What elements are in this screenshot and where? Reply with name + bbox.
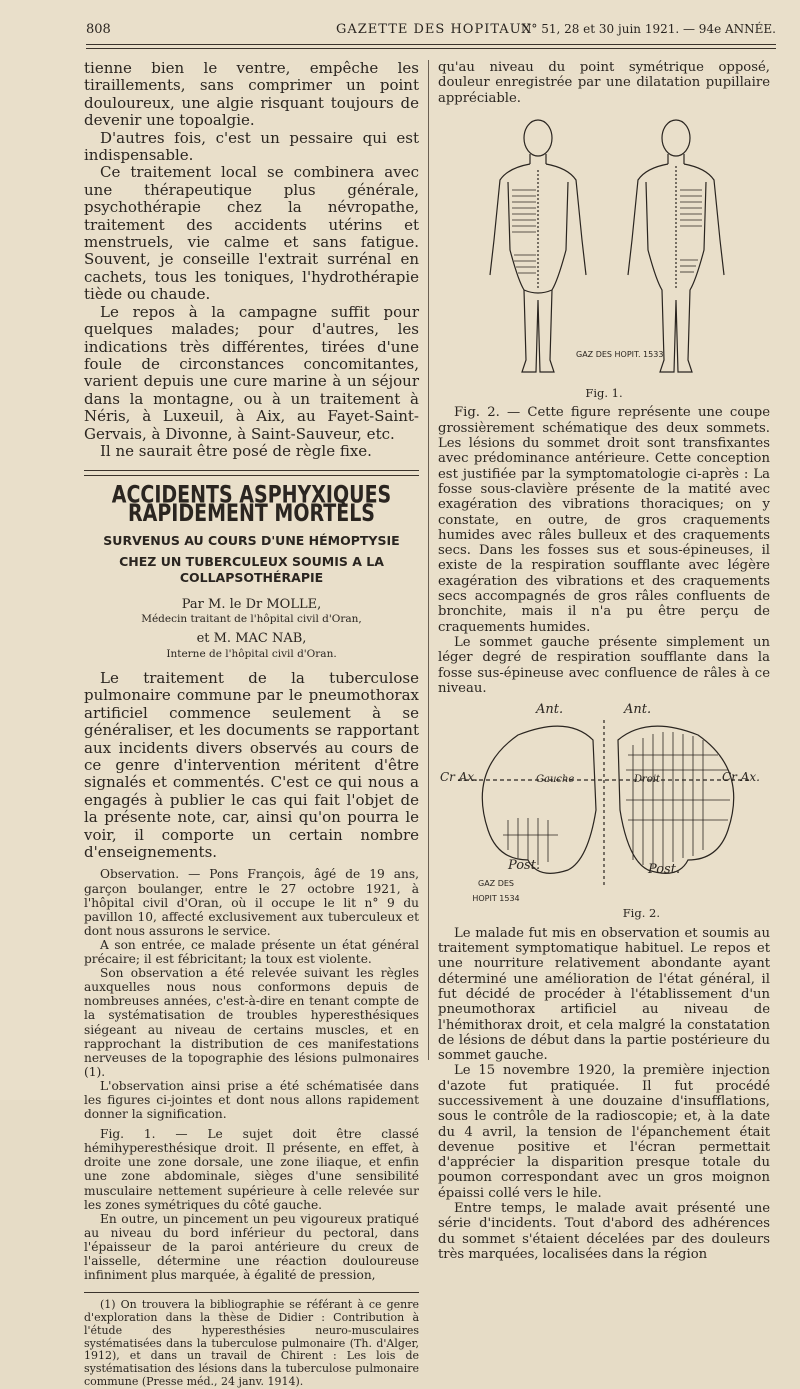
journal-title: GAZETTE DES HOPITAUX: [336, 22, 532, 37]
figure-label: Fig. 1.: [585, 386, 623, 401]
paragraph: Il ne saurait être posé de règle fixe.: [100, 441, 372, 460]
paragraph: qu'au niveau du point symétrique opposé, douleur enregistrée par une dilatation pupillaire appréciable.: [438, 60, 770, 106]
paragraph: A son entrée, ce malade présente un état général précaire; il est fébricitant; la toux est violente.: [84, 937, 419, 967]
paragraph: Le sommet gauche présente simplement un léger degré de respiration soufflante dans la fosse sus-épineuse avec confluence de râles à ce niveau.: [438, 634, 770, 696]
paragraph: Entre temps, le malade avait présenté une série d'incidents. Tout d'abord des adhérences du sommet s'étaient décelées par des douleurs très marquées, localisées dans la région: [438, 1201, 770, 1262]
paragraph: Le traitement de la tuberculose pulmonaire commune par le pneumothorax artificiel commence seulement à se généraliser, et les documents se rapportant aux incidents divers observés au cours de ce genre d'intervention méritent d'être signalés et commentés. C'est ce qui nous a engagés à publier le cas qui fait l'objet de la présente note, car, ainsi qu'on pourra le voir, il comporte un certain nombre d'enseignements.: [84, 669, 419, 862]
label-ant-right: Ant.: [624, 702, 652, 718]
label-ant-left: Ant.: [536, 702, 564, 718]
figure-credit: GAZ DES HOPIT 1534: [472, 879, 520, 904]
paragraph: Le 15 novembre 1920, la première injection d'azote fut pratiquée. Il fut procédé successivement à une douzaine d'insufflations, sous le contrôle de la radioscopie; et, à la date du 4 avril, la tension de l'épanchement était devenue positive et l'écran permettait d'apprécier la disparition presque totale du poumon correspondant avec un gros moignon épaissi collé vers le hile.: [438, 1063, 770, 1201]
article-title: ACCIDENTS ASPHYXIQUES RAPIDEMENT MORTELS: [111, 481, 392, 529]
figure-1: [438, 110, 770, 402]
label-gauche: Gauche: [536, 774, 575, 786]
paragraph: Fig. 1. — Le sujet doit être classé hémihyperesthésique droit. Il présente, en effet, à droite une zone dorsale, une zone iliaque, et enfin une zone abdominale, sièges d'une sensibilité musculaire nettement supérieure à celle relevée sur les zones symétriques du côté gauche.: [84, 1127, 419, 1212]
author: Par M. le Dr MOLLE,: [181, 596, 322, 612]
footnote-rule: [84, 1292, 419, 1293]
author: et M. MAC NAB,: [196, 631, 307, 647]
lung-apex-diagram: [438, 700, 770, 900]
left-column: [84, 60, 419, 1389]
issue-info: N° 51, 28 et 30 juin 1921. — 94e ANNÉE.: [520, 22, 776, 36]
paragraph: L'observation ainsi prise a été schématisée dans les figures ci-jointes et dont nous allons rapidement donner la signification.: [84, 1078, 419, 1122]
paragraph: En outre, un pincement un peu vigoureux pratiqué au niveau du bord inférieur du pectoral, dans l'épaisseur de la paroi antérieure du creux de l'aisselle, détermine une réaction douloureuse infiniment plus marquée, à égalité de pression,: [84, 1211, 419, 1283]
figure-label: Fig. 2.: [622, 906, 660, 921]
label-cr-ax-right: Cr Ax.: [722, 770, 760, 785]
page-number: 808: [86, 22, 111, 37]
label-post-right: Post.: [648, 862, 681, 878]
body-diagram: [438, 110, 770, 380]
footnote: (1) On trouvera la bibliographie se référant à ce genre d'exploration dans la thèse de Didier : Contribution à l'étude des hyperesthésies neuro-musculaires systématisées dans la tuberculose pulmonaire (Th. d'Alger, 1912), et dans un travail de Chirent : Les lois de systématisation des lésions dans la tuberculose pulmonaire commune (Presse méd., 24 janv. 1914).: [84, 1298, 419, 1388]
affiliation: Médecin traitant de l'hôpital civil d'Oran,: [141, 613, 362, 626]
paragraph: Son observation a été relevée suivant les règles auxquelles nous nous conformons depuis de nombreuses années, c'est-à-dire en tenant compte de la systématisation de troubles hyperesthésiques siégeant au niveau de certains muscles, et en rapprochant la distribution de ces manifestations nerveuses de la topographie des lésions pulmonaires (1).: [84, 966, 419, 1079]
running-header: [86, 20, 776, 42]
right-column: [438, 60, 770, 1262]
article-subtitle: SURVENUS AU COURS D'UNE HÉMOPTYSIE: [103, 532, 400, 548]
paragraph: tienne bien le ventre, empêche les tiraillements, sans comprimer un point douloureux, une algie risquant toujours de devenir une topoalgie.: [84, 59, 419, 130]
figure-credit: GAZ DES HOPIT. 1533: [576, 349, 664, 359]
column-divider: [428, 60, 429, 1060]
affiliation: Interne de l'hôpital civil d'Oran.: [166, 647, 337, 660]
paragraph: Observation. — Pons François, âgé de 19 ans, garçon boulanger, entre le 27 octobre 1921, à l'hôpital civil d'Oran, où il occupe le lit n° 9 du pavillon 10, affecté exclusivement aux tuberculeux et dont nous assurons le service.: [84, 867, 419, 938]
section-rule: [84, 470, 419, 476]
label-cr-ax-left: Cr Ax.: [440, 770, 478, 785]
header-rule: [86, 44, 776, 49]
figure-2: [438, 700, 770, 922]
paragraph: Ce traitement local se combinera avec une thérapeutique plus générale, psychothérapie chez la névropathe, traitement des accidents utérins et menstruels, vie calme et sans fatigue. Souvent, je conseille l'extrait surrénal en cachets, tous les toniques, l'hydrothérapie tiède ou chaude.: [84, 163, 419, 304]
article-subtitle: CHEZ UN TUBERCULEUX SOUMIS A LA COLLAPSOTHÉRAPIE: [119, 554, 384, 585]
label-post-left: Post.: [508, 858, 541, 874]
paragraph: D'autres fois, c'est un pessaire qui est indispensable.: [84, 128, 419, 165]
paragraph: Le malade fut mis en observation et soumis au traitement symptomatique habituel. Le repos et une nourriture relativement abondante ayant déterminé une amélioration de l'état général, il fut décidé de procéder à l'établissement d'un pneumothorax artificiel au niveau de l'hémithorax droit, et cela malgré la constatation de lésions de début dans la partie postérieure du sommet gauche.: [438, 925, 770, 1064]
paragraph: Fig. 2. — Cette figure représente une coupe grossièrement schématique des deux sommets. Les lésions du sommet droit sont transfixantes avec prédominance antérieure. Cette conception est justifiée par la symptomatologie ci-après : La fosse sous-clavière présente de la matité avec exagération des vibrations thoraciques; on y constate, en outre, de gros craquements humides avec râles bulleux et des craquements secs. Dans les fosses sus et sous-épineuses, il existe de la respiration soufflante avec légère exagération des vibrations et des craquements secs accompagnés de gros râles confluents de bronchite, mais il n'a pu être perçu de craquements humides.: [438, 405, 770, 635]
label-droit: Droit: [634, 774, 661, 786]
paragraph: Le repos à la campagne suffit pour quelques malades; pour d'autres, les indications très différentes, tirées d'une foule de circonstances concomitantes, varient depuis une cure marine à un séjour dans la montagne, ou à un traitement à Néris, à Luxeuil, à Aix, au Fayet-Saint-Gervais, à Divonne, à Saint-Sauveur, etc.: [84, 302, 419, 443]
